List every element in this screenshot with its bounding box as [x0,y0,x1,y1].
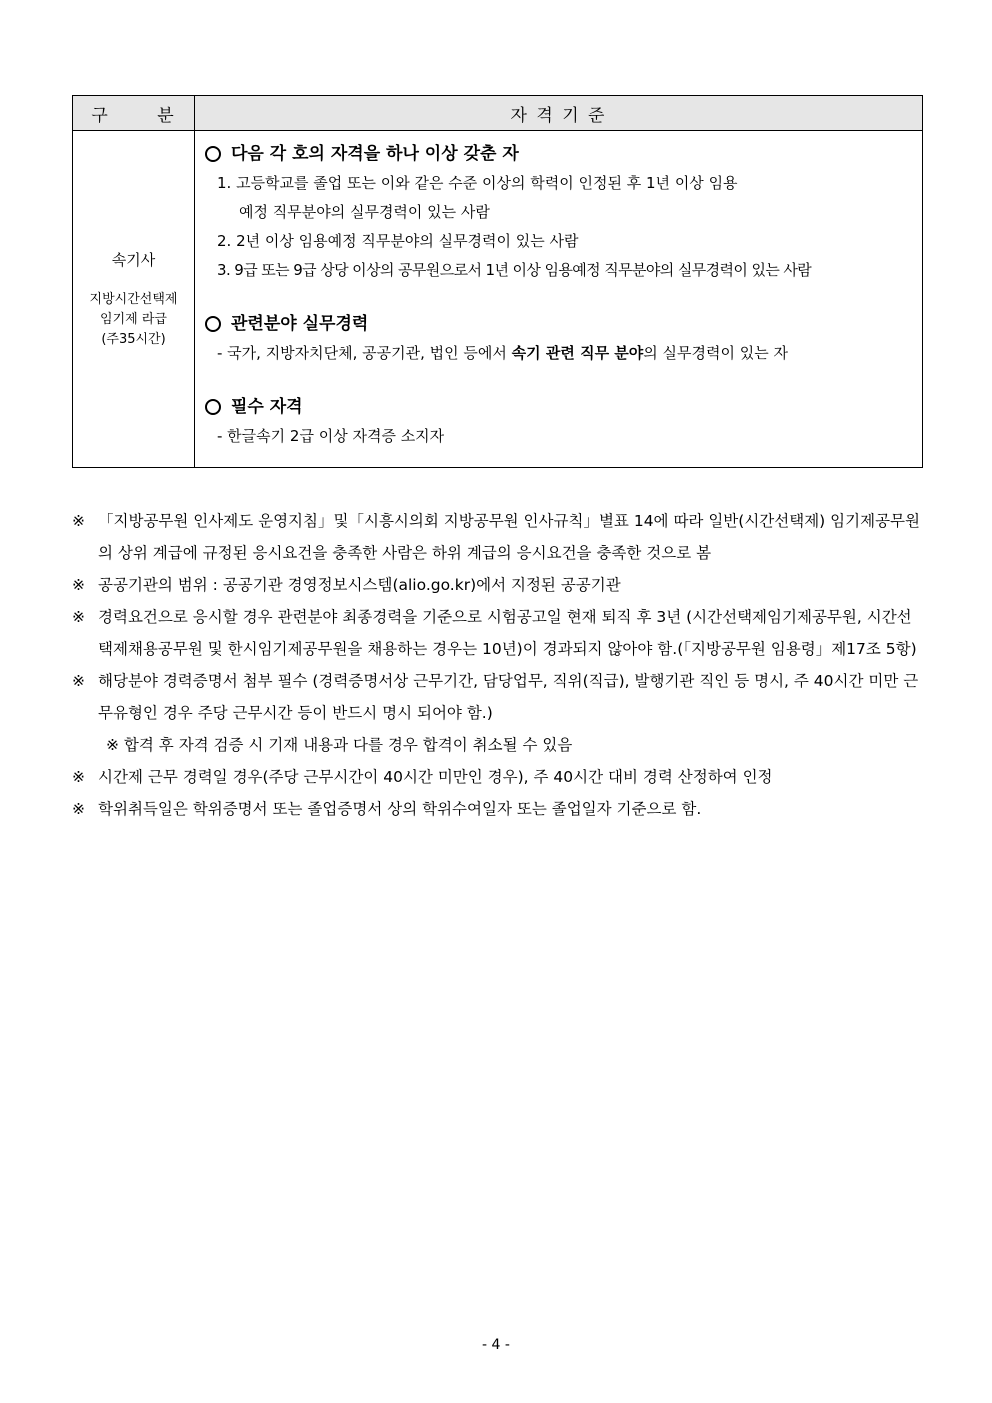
note-item: ※ 학위취득일은 학위증명서 또는 졸업증명서 상의 학위수여일자 또는 졸업일자 기준으로 함. [72,793,924,825]
emphasis-text: 속기 관련 직무 분야 [511,344,644,362]
note-item: ※ 시간제 근무 경력일 경우(주당 근무시간이 40시간 미만인 경우), 주 40시간 대비 경력 산정하여 인정 [72,761,924,793]
qualification-table [72,95,923,468]
note-mark: ※ [72,800,85,818]
table-row [73,131,923,468]
table-header-row [73,96,923,131]
note-subitem: ※ 합격 후 자격 검증 시 기재 내용과 다를 경우 합격이 취소될 수 있음 [106,736,573,754]
criteria-item: - 국가, 지방자치단체, 공공기관, 법인 등에서 속기 관련 직무 분야의 실무경력이 있는 자 [217,344,788,362]
circle-bullet-icon [205,399,221,415]
note-mark: ※ [72,576,85,594]
criteria-item: 1. 고등학교를 졸업 또는 이와 같은 수준 이상의 학력이 인정된 후 1년 이상 임용 [217,174,738,192]
rank-grade: 임기제 라급 [100,311,167,327]
note-item: ※ 공공기관의 범위 : 공공기관 경영정보시스템(alio.go.kr)에서 지정된 공공기관 [72,569,924,601]
rank-cell [73,131,195,468]
section-heading: 필수 자격 [205,392,918,422]
notes-list [72,505,924,825]
section-heading: 관련분야 실무경력 [205,309,918,339]
circle-bullet-icon [205,316,221,332]
page-number: - 4 - [482,1337,510,1353]
header-criteria: 자 격 기 준 [195,96,923,131]
criteria-cell [195,131,923,468]
circle-bullet-icon [205,146,221,162]
rank-type: 지방시간선택제 [89,291,178,307]
header-category: 구 분 [73,96,195,131]
note-mark: ※ [72,512,85,530]
criteria-item: 3. 9급 또는 9급 상당 이상의 공무원으로서 1년 이상 임용예정 직무분야의 실무경력이 있는 사람 [217,261,812,279]
note-mark: ※ [72,608,85,626]
note-item: ※ 경력요건으로 응시할 경우 관련분야 최종경력을 기준으로 시험공고일 현재 퇴직 후 3년 (시간선택제임기제공무원, 시간선택제채용공무원 및 한시임기제공무원을 채용하는 경우는 10년)이 경과되지 않아야 함.(「지방공무원 임용령」제17조 5항) [72,601,924,665]
note-mark: ※ [72,768,85,786]
criteria-item-continued: 예정 직무분야의 실무경력이 있는 사람 [239,203,490,221]
criteria-item: 2. 2년 이상 임용예정 직무분야의 실무경력이 있는 사람 [217,232,579,250]
section-heading: 다음 각 호의 자격을 하나 이상 갖춘 자 [205,139,918,169]
note-item: ※ 해당분야 경력증명서 첨부 필수 (경력증명서상 근무기간, 담당업무, 직위(직급), 발행기관 직인 등 명시, 주 40시간 미만 근무유형인 경우 주당 근무시간 등이 반드시 명시 되어야 함.) [72,665,924,729]
rank-name: 속기사 [111,250,156,269]
note-item: ※ 「지방공무원 인사제도 운영지침」및「시흥시의회 지방공무원 인사규칙」별표 14에 따라 일반(시간선택제) 임기제공무원의 상위 계급에 규정된 응시요건을 충족한 사람은 하위 계급의 응시요건을 충족한 것으로 봄 [72,505,924,569]
criteria-item: - 한글속기 2급 이상 자격증 소지자 [217,427,445,445]
rank-hours: (주35시간) [101,331,166,347]
note-mark: ※ [72,672,85,690]
